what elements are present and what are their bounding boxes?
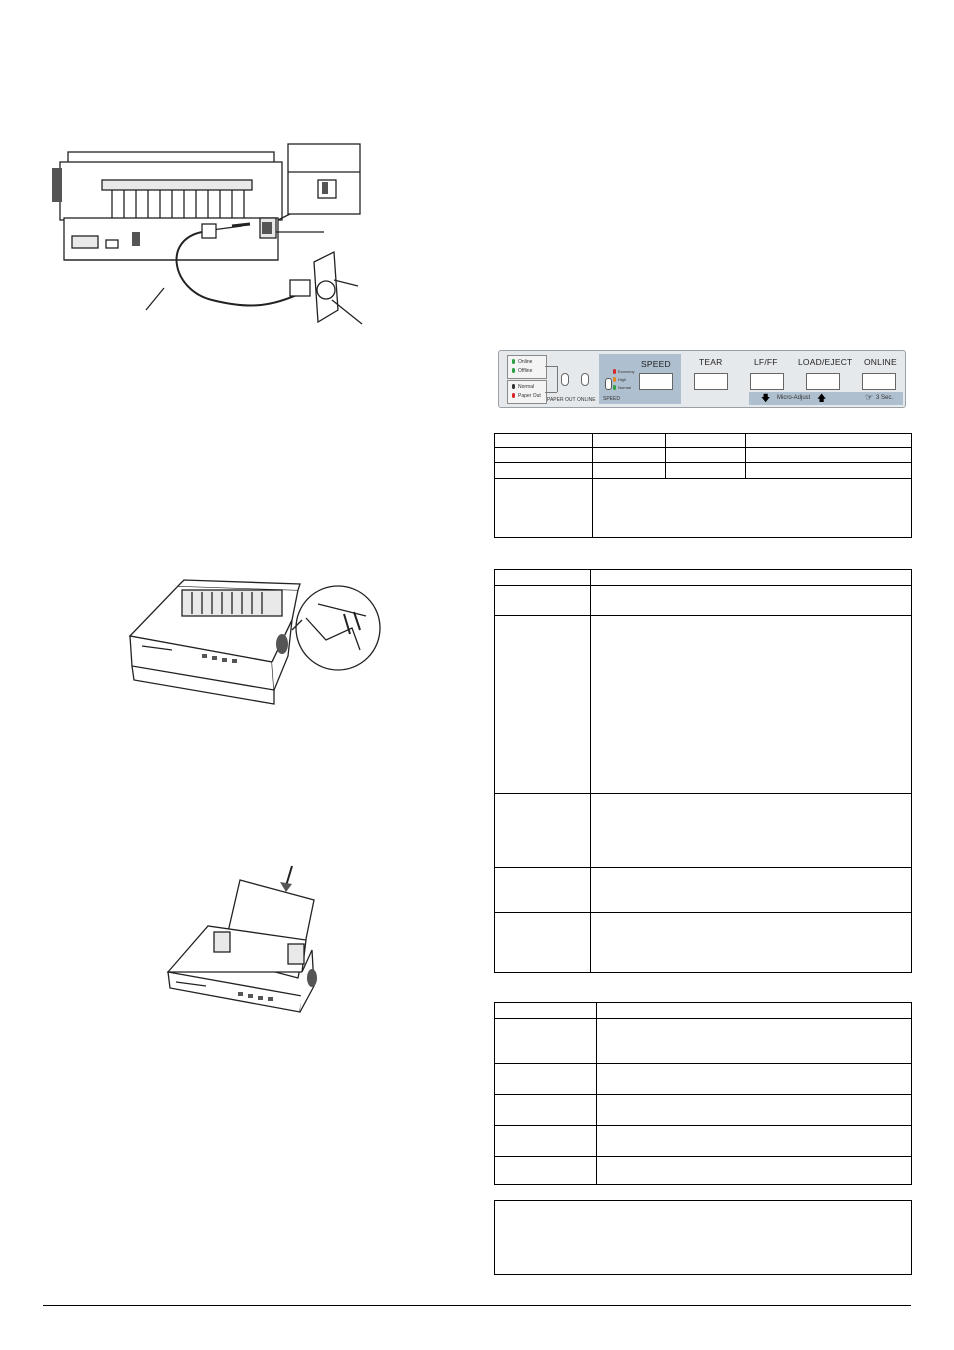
lf-ff-button[interactable] (750, 373, 784, 390)
tear-label: TEAR (699, 357, 723, 367)
printer-tractor-lever-illustration (122, 570, 387, 715)
load-eject-label: LOAD/EJECT (798, 357, 853, 367)
table-row (495, 913, 912, 973)
arrow-up-icon: 🡅 (817, 393, 827, 403)
speed-sub-label: SPEED (603, 396, 620, 402)
table-row (495, 616, 912, 794)
indicator-bracket (545, 392, 557, 393)
led-red-icon (613, 369, 616, 374)
footer-divider (43, 1305, 911, 1306)
led-dark-icon (512, 384, 515, 389)
micro-adjust-label: Micro-Adjust (777, 395, 811, 401)
arrow-down-icon: 🡇 (761, 393, 771, 403)
lf-ff-label: LF/FF (754, 357, 778, 367)
table-row (495, 1126, 912, 1157)
table-row (495, 479, 912, 538)
table-row (495, 1095, 912, 1126)
speed-label: SPEED (641, 359, 671, 369)
table-row (495, 463, 912, 479)
table-3 (494, 1002, 912, 1185)
micro-adjust-bar (749, 392, 903, 405)
speed-button[interactable] (639, 373, 673, 390)
printer-paper-loading-illustration (162, 860, 332, 1022)
label-paper-out: PAPER OUT (547, 397, 576, 403)
hold-duration-label: 3 Sec. (876, 395, 894, 401)
online-label: ONLINE (864, 357, 897, 367)
led-green-icon (512, 368, 515, 373)
led-label-online: Online (518, 359, 533, 365)
table-row (495, 868, 912, 913)
load-eject-button[interactable] (806, 373, 840, 390)
table-row (495, 570, 912, 586)
speed-economy-label: Economy (618, 369, 635, 374)
hand-press-icon: ☞ (865, 392, 874, 402)
led-label-normal: Normal (518, 384, 535, 390)
indicator-bracket (557, 366, 558, 392)
online-button[interactable] (862, 373, 896, 390)
led-green-icon (512, 359, 515, 364)
led-red-icon (512, 393, 515, 398)
led-green-icon (613, 385, 616, 390)
indicator-bracket (545, 366, 557, 367)
speed-normal-label: Normal (618, 385, 631, 390)
table-row (495, 434, 912, 448)
table-row (495, 1003, 912, 1019)
speed-section (599, 354, 681, 404)
tear-button[interactable] (694, 373, 728, 390)
speed-high-label: High (618, 377, 627, 382)
table-2 (494, 569, 912, 973)
control-panel (498, 350, 906, 408)
table-row (495, 448, 912, 463)
speed-led-icon (605, 378, 612, 390)
online-led-icon (581, 373, 589, 386)
table-1 (494, 433, 912, 538)
table-row (495, 794, 912, 868)
table-row (495, 1064, 912, 1095)
status-legend-online (507, 355, 547, 379)
label-online-led: ONLINE (577, 397, 596, 403)
led-amber-icon (613, 377, 616, 382)
note-box (494, 1200, 912, 1275)
table-row (495, 586, 912, 616)
table-row (495, 1019, 912, 1064)
paper-out-led-icon (561, 373, 569, 386)
table-row (495, 1157, 912, 1185)
led-label-paper-out: Paper Out (518, 393, 541, 399)
printer-rear-power-illustration (42, 140, 372, 330)
status-legend-paper (507, 380, 547, 404)
led-label-offline: Offline (518, 368, 533, 374)
